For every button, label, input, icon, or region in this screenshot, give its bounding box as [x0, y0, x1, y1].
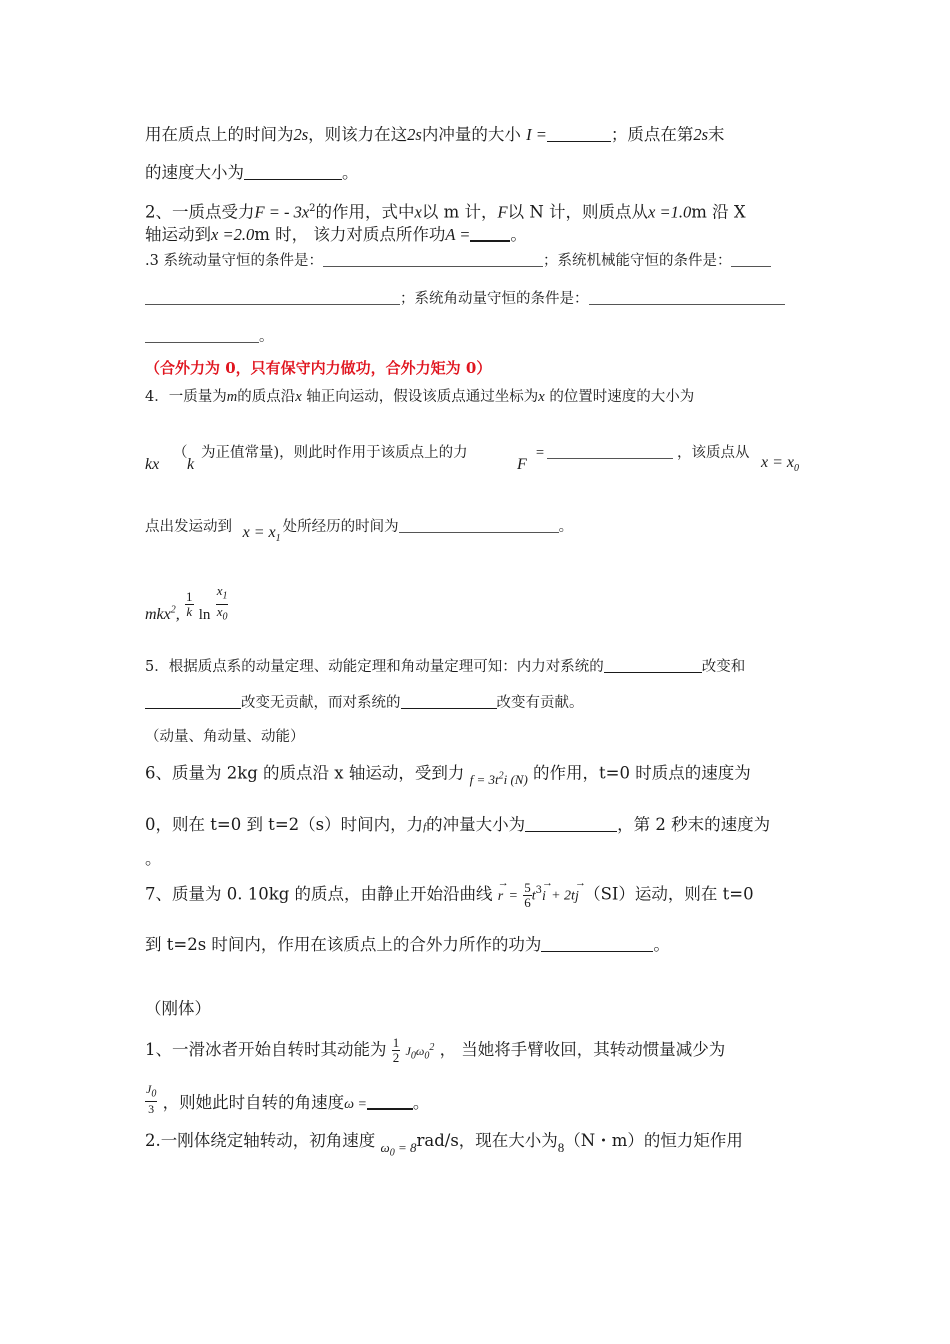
answer-blank[interactable]: [401, 692, 497, 709]
math-omega: ω =: [344, 1096, 367, 1112]
denominator: $x_0$: [216, 603, 228, 623]
math-eq: =: [508, 888, 518, 904]
text: ，则该力在这: [308, 125, 408, 144]
text: 以 N 计，则质点从: [507, 202, 649, 222]
text: rad/s，现在大小为: [416, 1131, 558, 1150]
fraction-x1-over-x0: [216, 584, 229, 624]
fraction-1-over-k: [185, 590, 194, 619]
math-F: F: [497, 202, 508, 222]
text: ，则她此时自转的角速度: [162, 1092, 345, 1112]
math-F: F: [517, 456, 527, 473]
text: ；质点在第: [610, 125, 694, 144]
text: ；系统角动量守恒的条件是：: [400, 291, 589, 307]
text: 为正值常量)，则此时作用于该质点上的力: [201, 445, 468, 461]
text: 。: [342, 163, 359, 182]
section-heading-rigid-body: （刚体）: [145, 999, 211, 1018]
answer-blank[interactable]: [541, 935, 653, 952]
denominator: 3: [148, 1102, 155, 1117]
text: 内冲量的大小: [421, 125, 521, 144]
math-ln: ln: [198, 606, 211, 623]
math-eq: =: [535, 445, 545, 461]
math-2s: 2s: [407, 125, 422, 144]
math-i-vector: → i: [542, 886, 546, 908]
text: 改变无贡献，而对系统的: [241, 695, 401, 711]
text: 1、一滑冰者开始自转时其动能为: [145, 1040, 387, 1059]
fraction-5-6: [523, 881, 532, 910]
denominator: 2: [392, 1050, 400, 1065]
math-x: x: [538, 389, 545, 405]
math-f3t: f = 3t: [469, 772, 499, 788]
text: ， 当她将手臂收回，其转动惯量减少为: [439, 1040, 726, 1059]
math-J: J: [146, 1082, 152, 1096]
math-x: x: [216, 583, 223, 598]
math-2s: 2s: [693, 125, 709, 144]
q7-line-2: [145, 934, 810, 956]
text: 用在质点上的时间为: [145, 125, 294, 144]
answer-blank[interactable]: [145, 326, 259, 343]
text: m 时， 该力对质点所作功: [254, 225, 446, 244]
text: 2、一质点受力: [145, 202, 255, 222]
subscript: 1: [275, 533, 281, 545]
fraction-1-2: [392, 1036, 401, 1065]
text: （N・m）的恒力矩作用: [564, 1131, 743, 1150]
text: 的速度大小为: [145, 163, 244, 182]
text: 以 m 计，: [421, 202, 498, 222]
text: 的质点沿: [237, 389, 296, 405]
math-force: f = 3t2i (N): [469, 771, 528, 788]
text: 轴运动到: [145, 225, 211, 244]
numerator: 5: [524, 879, 531, 895]
answer-blank[interactable]: [244, 163, 342, 180]
text: 6、质量为 2kg 的质点沿 x 轴运动，受到力: [145, 763, 465, 783]
math-x0: [761, 452, 799, 480]
text-group: [163, 1093, 430, 1112]
math-m: m: [226, 389, 238, 405]
answer-blank[interactable]: [589, 288, 785, 305]
answer-blank[interactable]: [525, 815, 617, 832]
text: 。: [653, 935, 670, 954]
text: 4．一质量为: [145, 389, 227, 405]
math-kx: kx: [145, 456, 160, 473]
text: 末: [708, 125, 725, 144]
answer-mkx2: mkx$^2$,: [145, 604, 180, 623]
q5-line-2: [145, 692, 810, 714]
math-x: x: [216, 603, 223, 619]
numerator: 1: [392, 1035, 400, 1050]
q4-line-2: [145, 442, 810, 478]
text: ；系统机械能守恒的条件是：: [542, 253, 732, 269]
text: 处所经历的时间为: [282, 519, 399, 535]
q7-line-1: 7、质量为 0. 10kg 的质点，由静止开始沿曲线 → r = $\frac{5}{6}$ $t^3\to i + 2t\to j$ （SI）运动，则在 t=0: [145, 880, 810, 920]
answer-blank[interactable]: [470, 224, 510, 242]
answer-blank[interactable]: [145, 288, 400, 305]
text: （SI）运动，则在 t=0: [584, 884, 754, 904]
q3-answer: （合外力为 0，只有保守内力做功，合外力矩为 0）: [145, 359, 492, 377]
q4-answer: [145, 584, 810, 630]
text: 改变和: [701, 659, 746, 675]
math-8: 8: [557, 1140, 565, 1155]
q3-line-2: [145, 288, 810, 310]
text: 的位置时速度的大小为: [549, 389, 695, 405]
text: 。: [558, 519, 574, 535]
text: 2.一刚体绕定轴转动，初角速度: [145, 1131, 376, 1150]
math-f: f: [423, 821, 427, 833]
rigid-q1-line-1: [145, 1036, 810, 1076]
answer-blank[interactable]: [731, 250, 771, 267]
text: ，该质点从: [677, 445, 750, 461]
numerator: $J_0$: [145, 1082, 157, 1102]
denominator: 6: [524, 894, 531, 910]
q1-line-2: [145, 162, 810, 184]
math-omega0: ω0 = 8: [380, 1140, 417, 1159]
math-x: x: [295, 389, 302, 405]
rigid-q1-line-2: [145, 1082, 810, 1128]
math-x1: x =1.0: [648, 202, 692, 222]
rigid-q2-line-1: [145, 1130, 810, 1159]
text: 。: [510, 225, 527, 244]
math-j-vector: → j: [575, 886, 579, 908]
q2-line-1: 2、一质点受力F = - $3x^2$的作用，式中x以 m 计，F以 N 计，则质点从x =1.0m 沿 X: [145, 202, 746, 222]
math-mkx: mkx: [145, 605, 171, 623]
math-omega: ω: [380, 1140, 390, 1155]
answer-blank[interactable]: [547, 125, 611, 142]
q5-answer: （动量、角动量、动能）: [145, 729, 305, 745]
text: 轴正向运动，假设该质点通过坐标为: [306, 389, 539, 405]
text: 的作用，t=0 时质点的速度为: [533, 763, 751, 783]
math-force: F = - 3x: [254, 202, 310, 222]
math-x2: x =2.0: [211, 225, 255, 244]
numerator: $x_1$: [216, 584, 229, 605]
math-t: t: [531, 888, 536, 904]
numerator: 1: [186, 588, 193, 604]
text: 。: [412, 1092, 430, 1112]
text: 到 t=2s 时间内，作用在该质点上的合外力所作的功为: [145, 935, 542, 954]
text: 0，则在 t=0 到 t=2（s）时间内，力: [145, 815, 424, 834]
text: （: [173, 445, 188, 461]
answer-blank[interactable]: [145, 692, 241, 709]
text: 点出发运动到: [145, 519, 232, 535]
text: .3 系统动量守恒的条件是：: [145, 253, 323, 269]
math-x: x: [414, 202, 422, 222]
text: 的作用，式中: [315, 202, 415, 222]
text: ，第 2 秒末的速度为: [617, 815, 771, 834]
answer-blank[interactable]: [367, 1092, 413, 1110]
q3-line-3: [145, 326, 810, 348]
q4-line-3: [145, 516, 810, 546]
text: 改变有贡献。: [496, 695, 584, 711]
q1-line-1: [145, 124, 810, 146]
math-j0-omega0: $J_0\omega_0^2$: [405, 1042, 435, 1062]
math-k: k: [187, 456, 195, 473]
q5-line-1: [145, 656, 810, 678]
math-2s: 2s: [293, 125, 309, 144]
text: m 沿 X: [691, 202, 746, 222]
q2-line-2: [145, 224, 810, 246]
answer-blank[interactable]: [547, 442, 673, 459]
math-eq-8: = 8: [397, 1140, 417, 1155]
fraction-j0-3: [145, 1082, 157, 1116]
math-x1: [242, 524, 281, 545]
answer-blank[interactable]: [399, 516, 559, 533]
q6-end: 。: [145, 849, 162, 868]
text: 7、质量为 0. 10kg 的质点，由静止开始沿曲线: [145, 884, 493, 904]
math-comma: ,: [175, 605, 180, 623]
subscript: 0: [794, 463, 799, 475]
math-A: A =: [445, 225, 471, 244]
answer-blank[interactable]: [604, 656, 702, 673]
math-impulse: I =: [526, 125, 547, 144]
q6-line-1: [145, 760, 810, 788]
denominator: k: [186, 603, 193, 619]
text: 5．根据质点系的动量定理、动能定理和角动量定理可知：内力对系统的: [145, 659, 604, 675]
q4-line-1: [145, 386, 810, 408]
text: 的冲量大小为: [426, 815, 526, 834]
math-J: J: [405, 1044, 411, 1058]
math-plus-2t: + 2t: [551, 888, 575, 904]
answer-blank[interactable]: [323, 250, 543, 267]
q6-line-2: [145, 814, 810, 838]
math-iN: i (N): [503, 772, 528, 788]
math-x-eq: x = x: [242, 524, 276, 541]
text: 。: [259, 329, 274, 345]
math-x-eq: x = x: [761, 454, 794, 471]
math-r-vector: → r: [498, 886, 503, 908]
q3-line-1: [145, 250, 810, 272]
